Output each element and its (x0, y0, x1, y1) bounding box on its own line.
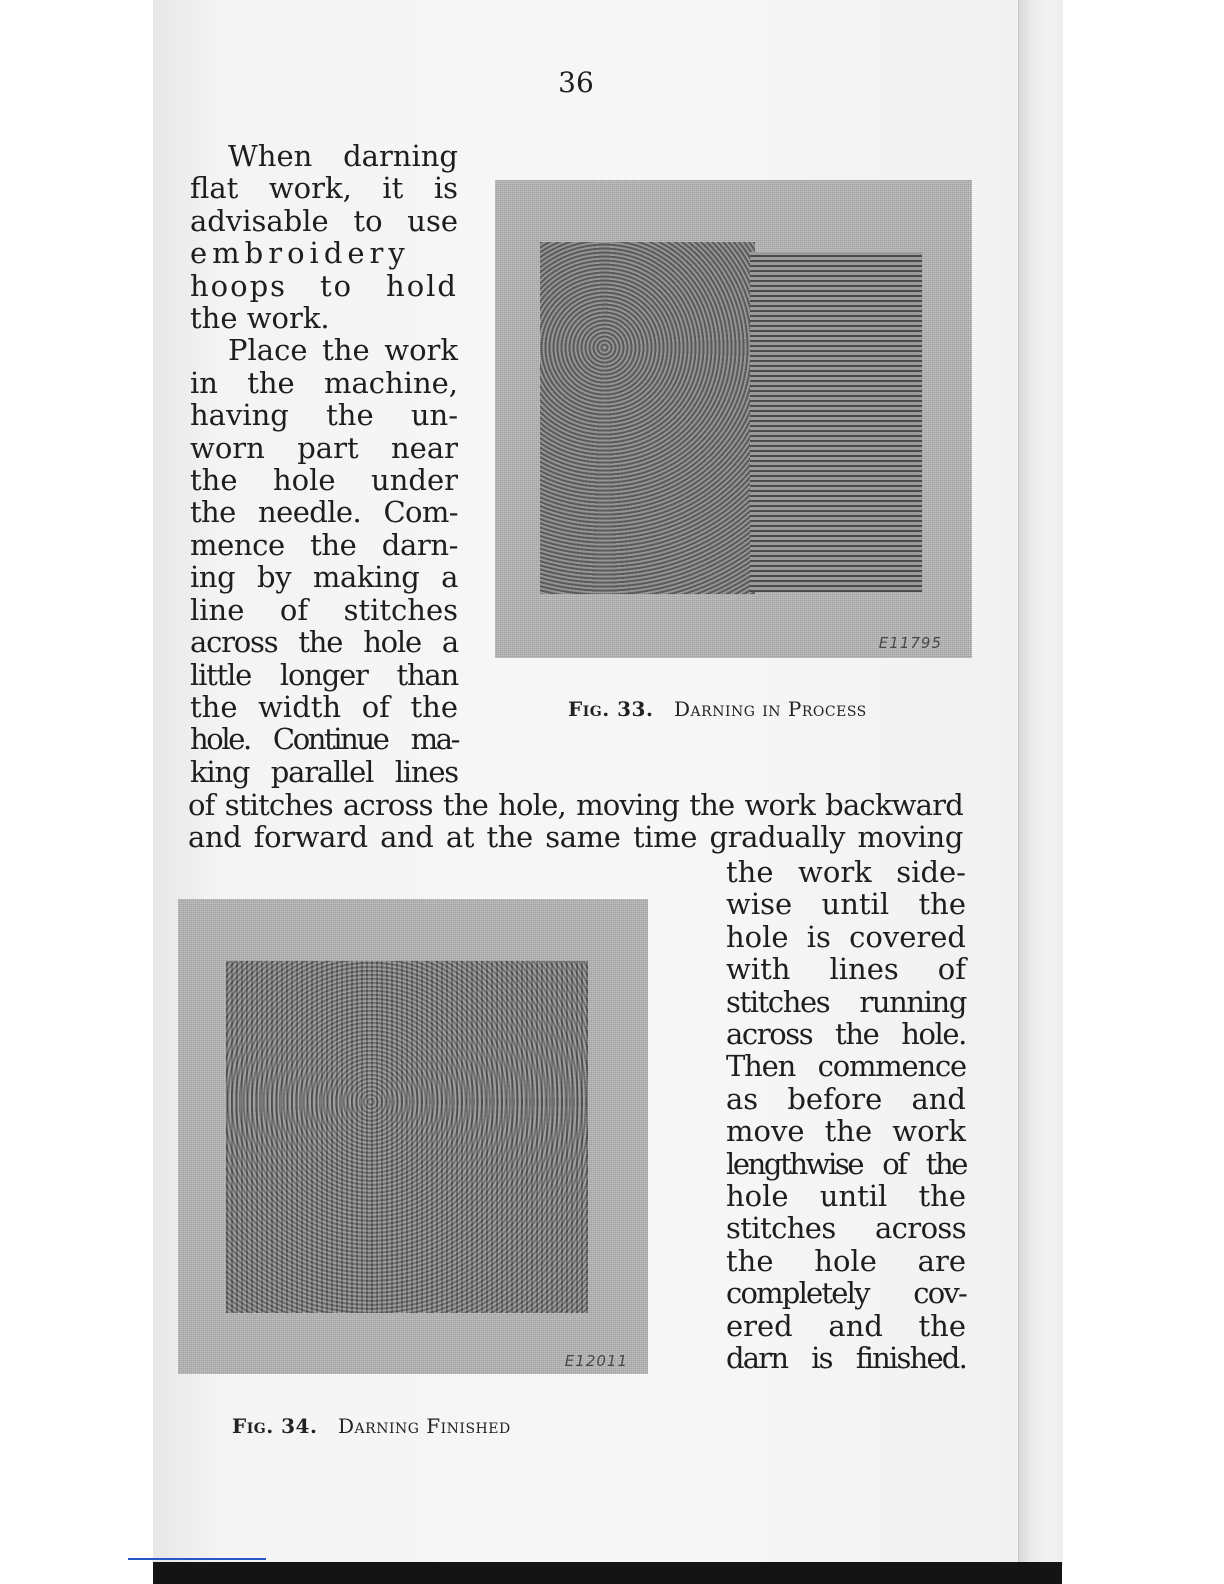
text-line: the hole under (190, 463, 458, 498)
darn-fabric-swatch-left (540, 242, 755, 594)
text-line: king parallel lines (190, 754, 458, 789)
text-line: worn part near (190, 430, 458, 465)
figure-33-plate-code: E11795 (878, 634, 942, 652)
text-line: of stitches across the hole, moving the work backward (188, 788, 963, 822)
text-line: ered and the (726, 1308, 966, 1343)
scan-bottom-bar (153, 1562, 1062, 1584)
text-line: hole until the (726, 1179, 966, 1214)
text-line: mence the darn- (190, 527, 458, 562)
text-line: line of stitches (190, 592, 458, 627)
text-line: flat work, it is (190, 171, 458, 206)
figure-33-label: Fig. 33. (568, 697, 654, 721)
text-line: wise until the (726, 887, 966, 922)
text-line: hoops to hold (190, 268, 458, 303)
darn-stitch-lines-right (750, 252, 922, 592)
text-line: ing by making a (190, 560, 458, 595)
text-line: as before and (726, 1081, 966, 1116)
text-line: hole is covered (726, 919, 966, 954)
figure-33-title: Darning in Process (674, 697, 867, 721)
paragraph-intro (190, 140, 458, 788)
text-line: the work. (190, 301, 330, 336)
figure-33-caption (568, 697, 867, 721)
text-line: embroidery (190, 236, 410, 271)
text-line: little longer than (190, 657, 458, 692)
text-line: the width of the (190, 689, 458, 724)
text-line: the needle. Com- (190, 495, 458, 530)
text-line: the work side- (726, 855, 966, 889)
figure-34-caption (232, 1414, 511, 1438)
paragraph-conclusion (726, 856, 966, 1375)
text-line: darn is finished. (726, 1341, 966, 1376)
figure-34-title: Darning Finished (338, 1414, 511, 1438)
text-line: stitches running (726, 984, 966, 1019)
figure-34-photo (178, 899, 648, 1374)
text-line: across the hole. (726, 1017, 966, 1052)
figure-34-plate-code: E12011 (564, 1352, 628, 1370)
page-number: 36 (558, 66, 594, 99)
text-line: advisable to use (190, 203, 458, 238)
text-line: completely cov- (726, 1276, 966, 1311)
text-line: stitches across (726, 1211, 966, 1246)
text-line: lengthwise of the (726, 1146, 966, 1181)
scan-edge-line (128, 1558, 266, 1560)
figure-33-photo (495, 180, 972, 658)
text-line: hole. Continue ma- (190, 722, 458, 757)
text-line: move the work (726, 1114, 966, 1149)
text-line: in the machine, (190, 365, 458, 400)
text-line: across the hole a (190, 625, 458, 660)
paragraph-continuation (188, 789, 963, 854)
text-line: having the un- (190, 398, 458, 433)
text-line: Then commence (726, 1049, 966, 1084)
text-line: the hole are (726, 1243, 966, 1278)
text-line: Place the work (228, 333, 458, 368)
text-line: and forward and at the same time gradually moving (188, 820, 963, 855)
figure-34-label: Fig. 34. (232, 1414, 318, 1438)
text-line: with lines of (726, 952, 966, 987)
darn-finished-swatch (226, 961, 588, 1313)
book-spine-edge (1018, 0, 1063, 1566)
text-line: When darning (228, 139, 458, 173)
